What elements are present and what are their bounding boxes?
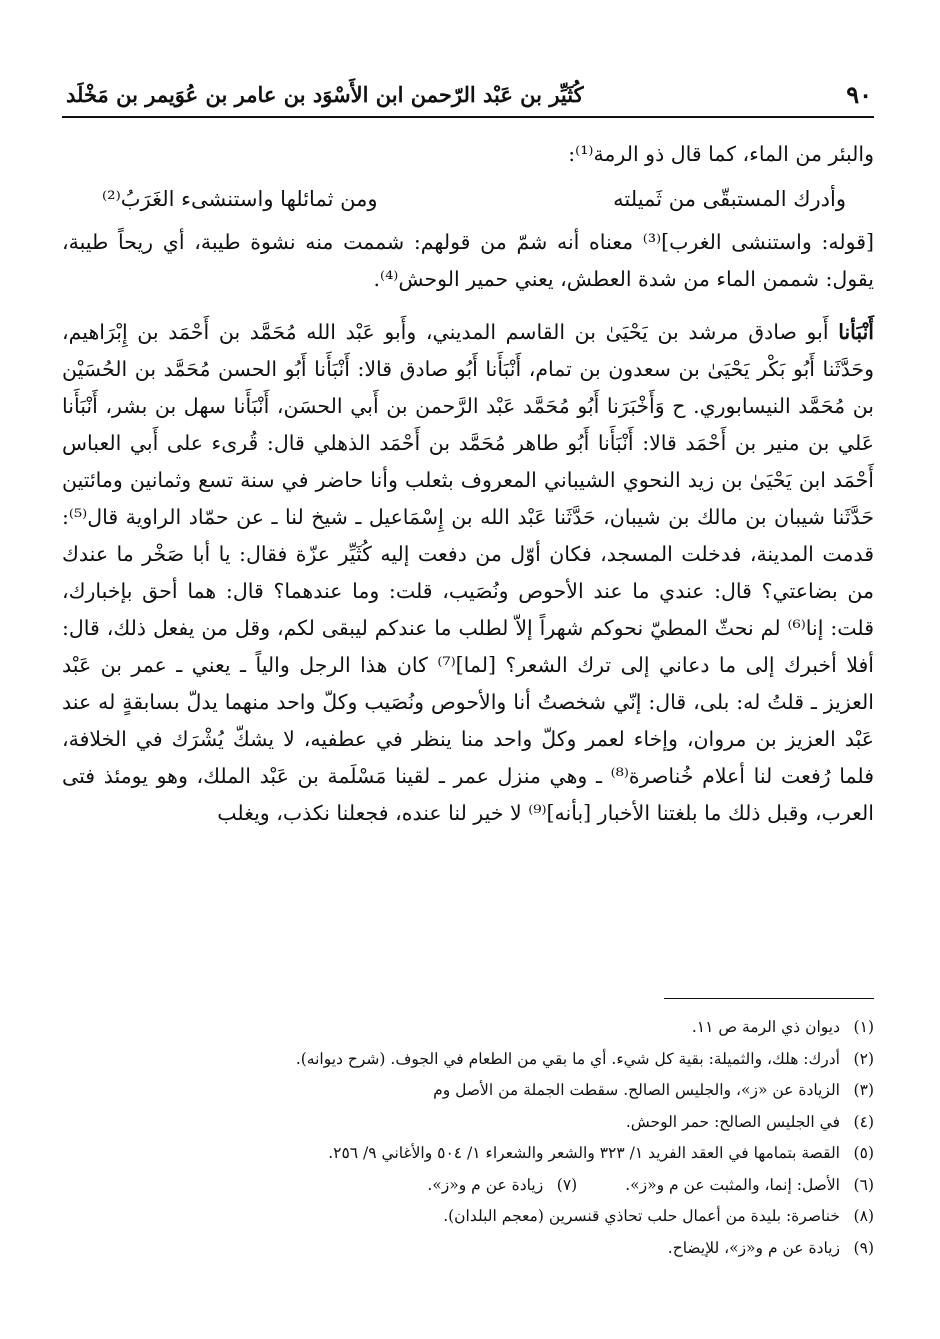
footnote-item bbox=[62, 1075, 874, 1107]
footnote-number: (٤) bbox=[853, 1112, 874, 1131]
footnote-number: (٩) bbox=[853, 1238, 874, 1257]
intro-line: والبئر من الماء، كما قال ذو الرمة⁽¹⁾: bbox=[568, 142, 874, 166]
poem-hemistich-second: ومن ثمائلها واستنشىء الغَرَبُ⁽²⁾ bbox=[102, 187, 378, 211]
main-text bbox=[62, 136, 874, 832]
footnote-divider bbox=[664, 998, 874, 999]
book-page bbox=[62, 0, 874, 1339]
footnote-item bbox=[62, 1138, 874, 1170]
footnote-number: (٣) bbox=[853, 1081, 874, 1099]
footnote-text: في الجليس الصالح: حمر الوحش. bbox=[625, 1112, 840, 1131]
footnote-item bbox=[62, 1107, 874, 1139]
footnote-number: (١) bbox=[853, 1018, 874, 1036]
footnote-item bbox=[62, 1044, 874, 1076]
footnote-text: القصة بتمامها في العقد الفريد ١/ ٣٢٣ والشعر والشعراء ١/ ٥٠٤ والأغاني ٩/ ٢٥٦. bbox=[328, 1144, 840, 1162]
footnote-number: (٧) bbox=[556, 1175, 578, 1194]
footnote-item bbox=[62, 1201, 874, 1233]
poem-verse bbox=[62, 181, 874, 218]
footnote-text: زيادة عن م و«ز»، للإيضاح. bbox=[667, 1238, 840, 1257]
commentary-paragraph: [قوله: واستنشى الغرب]⁽³⁾ معناه أنه شمّ من قولهم: شممت منه نشوة طيبة، أي ريحاً طيبة، يقول: شممن الماء من شدة العطش، يعني حمير الوحش⁽⁴⁾. bbox=[62, 230, 874, 291]
footnote-item bbox=[62, 1170, 874, 1202]
narration-paragraph bbox=[62, 314, 874, 832]
lead-word: أَنْبَأنا bbox=[838, 320, 874, 344]
footnote-number: (٥) bbox=[853, 1144, 874, 1162]
footnote-number: (٨) bbox=[853, 1207, 874, 1225]
footnote-text: الأصل: إنما، والمثبت عن م و«ز». bbox=[625, 1175, 840, 1194]
footnote-text: زيادة عن م و«ز». bbox=[427, 1175, 544, 1194]
footnote-item bbox=[62, 1012, 874, 1044]
running-header bbox=[62, 76, 874, 118]
footnote-text: ديوان ذي الرمة ص ١١. bbox=[691, 1018, 840, 1036]
page-number: ٩٠ bbox=[846, 80, 872, 109]
footnote-text: الزيادة عن «ز»، والجليس الصالح. سقطت الجملة من الأصل وم bbox=[433, 1081, 840, 1099]
footnotes bbox=[62, 1012, 874, 1264]
header-title: كُثَيِّر بن عَبْد الرّحمن ابن الأَسْوَد بن عامر بن عُوَيمر بن مَخْلَد bbox=[66, 82, 584, 107]
footnote-text: خناصرة: بليدة من أعمال حلب تحاذي قنسرين (معجم البلدان). bbox=[443, 1207, 840, 1225]
narration-text: أَبو صادق مرشد بن يَحْيَىٰ بن القاسم المديني، وأَبو عَبْد الله مُحَمَّد بن أَحْمَد بن إِبْرَاهيم، وحَدَّثَنا أَبُو بَكْر يَحْيَىٰ بن سعدون بن تمام، أَنْبَأَنا أَبُو صادق قالا: أَنْبَأَنا أَبُو الحسن مُحَمَّد بن الحُسَيْن بن مُحَمَّد النيسابوري. ح وَأَخْبَرَنا أَبُو مُحَمَّد عَبْد الرَّحمن بن أَبي الحسَن، أَنْبَأَنا سهل بن بشر، أَنْبَأَنا عَلي بن منير بن أَحْمَد قالا: أَنْبَأَنا أَبُو طاهر مُحَمَّد بن أَحْمَد الذهلي قال: قُرىء على أَبي العباس أَحْمَد ابن يَحْيَىٰ بن زيد النحوي الشيباني المعروف بثعلب وأنا حاضر في سنة تسع وثمانين ومائتين حَدَّثَنا شيبان بن مالك بن شيبان، حَدَّثَنا عَبْد الله بن إِسْمَاعيل ـ شيخ لنا ـ عن حمّاد الراوية قال⁽⁵⁾: قدمت المدينة، فدخلت المسجد، فكان أوّل من دفعت إليه كُثَيِّر عزّة فقال: يا أبا صَخْر ما عندك من بضاعتي؟ قال: عندي ما عند الأحوص ونُصَيب، قلت: وما عندهما؟ قال: هما أحق بإخبارك، قلت: إنا⁽⁶⁾ لم نحثّ المطيّ نحوكم شهراً إلاّ لطلب ما عندكم ليبقى لكم، وقل من يفعل ذلك، قال: أفلا أخبرك إلى ما دعاني إلى ترك الشعر؟ [لما]⁽⁷⁾ كان هذا الرجل والياً ـ يعني ـ عمر بن عَبْد العزيز ـ قلتُ له: بلى، قال: إنّي شخصتُ أنا والأحوص ونُصَيب وكلّ واحد منهما يدلّ بسابقةٍ له عند عَبْد العزيز بن مروان، وإخاء لعمر وكلّ واحد منا ينظر في عطفيه، لا يشكّ يُشْرَك في الخلافة، فلما رُفعت لنا أعلام خُناصرة⁽⁸⁾ ـ وهي منزل عمر ـ لقينا مَسْلَمة بن عَبْد الملك، وهو يومئذ فتى العرب، وقبل ذلك ما بلغتنا الأخبار [بأنه]⁽⁹⁾ لا خير لنا عنده، فجعلنا نكذب، ويغلب bbox=[62, 320, 875, 825]
footnote-number: (٢) bbox=[853, 1049, 874, 1068]
poem-hemistich-first: وأدرك المستبقّى من ثَميلته bbox=[613, 187, 846, 211]
footnote-number: (٦) bbox=[853, 1175, 874, 1194]
footnote-item bbox=[62, 1233, 874, 1265]
footnote-text: أدرك: هلك، والثميلة: بقية كل شيء. أي ما بقي من الطعام في الجوف. (شرح ديوانه). bbox=[295, 1049, 840, 1068]
